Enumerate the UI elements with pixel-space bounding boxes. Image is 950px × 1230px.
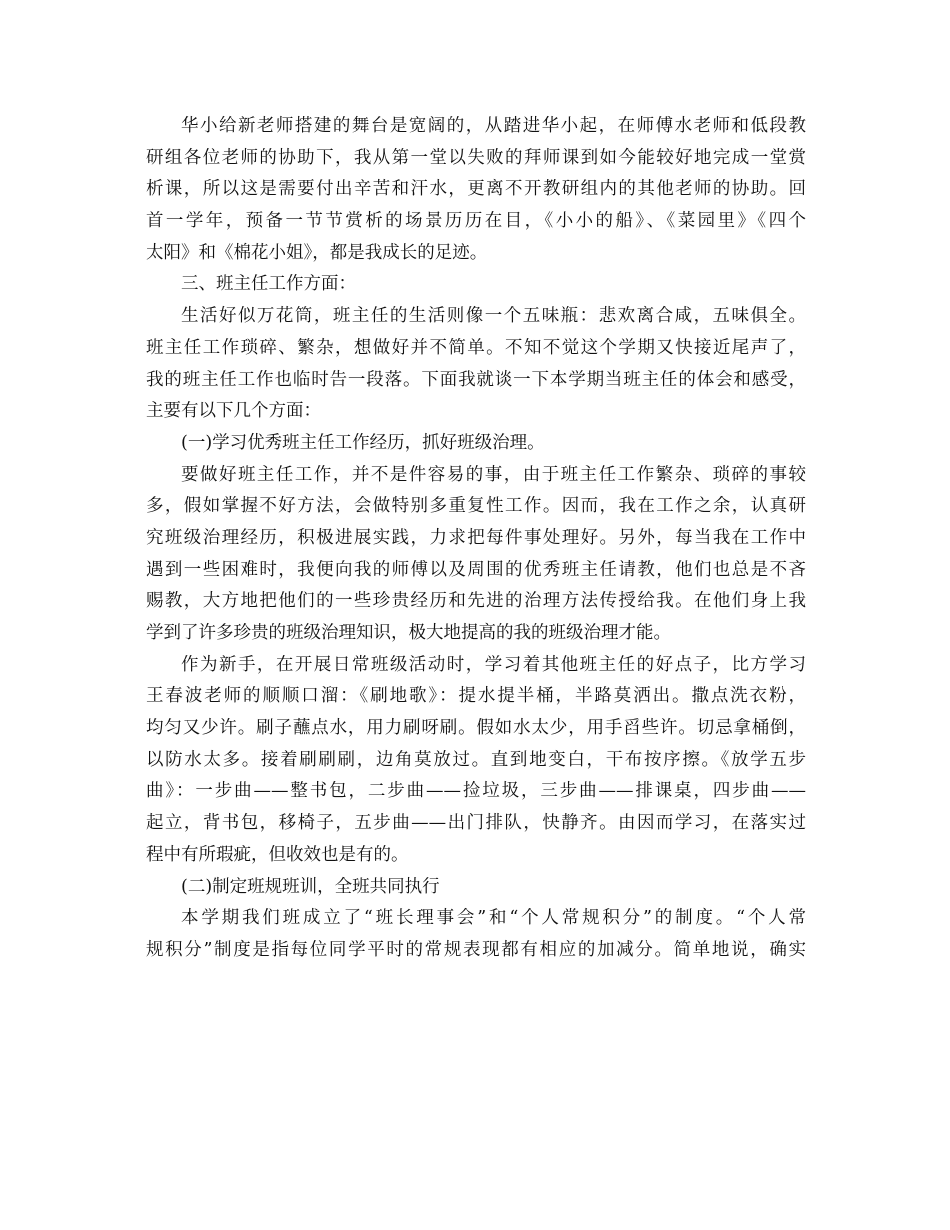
text-line: 赐教，大方地把他们的一些珍贵经历和先进的治理方法传授给我。在他们身上我	[146, 591, 806, 612]
text-line: 王春波老师的顺顺口溜：《刷地歌》：提水提半桶，半路莫洒出。撒点洗衣粉，	[146, 686, 806, 707]
text-line: 班主任工作琐碎、繁杂，想做好并不简单。不知不觉这个学期又快接近尾声了，	[146, 337, 806, 358]
text-line: 作为新手，在开展日常班级活动时，学习着其他班主任的好点子，比方学习	[181, 654, 806, 675]
text-line: 多，假如掌握不好方法，会做特别多重复性工作。因而，我在工作之余，认真研	[146, 496, 806, 517]
text-line: (二)制定班规班训，全班共同执行	[181, 876, 440, 897]
text-line: 太阳》和《棉花小姐》，都是我成长的足迹。	[146, 242, 488, 263]
text-line: 首一学年，预备一节节赏析的场景历历在目，《小小的船》、《菜园里》《四个	[146, 211, 806, 232]
text-line: 均匀又少许。刷子蘸点水，用力刷呀刷。假如水太少，用手舀些许。切忌拿桶倒，	[146, 718, 806, 739]
text-line: 本学期我们班成立了“班长理事会”和“个人常规积分”的制度。“个人常	[181, 908, 806, 929]
text-line: 曲》：一步曲——整书包，二步曲——捡垃圾，三步曲——排课桌，四步曲——	[146, 781, 806, 802]
text-line: 析课，所以这是需要付出辛苦和汗水，更离不开教研组内的其他老师的协助。回	[146, 179, 806, 200]
text-line: 程中有所瑕疵，但收效也是有的。	[146, 844, 409, 865]
text-line: 起立，背书包，移椅子，五步曲——出门排队，快静齐。由因而学习，在落实过	[146, 813, 806, 834]
text-line: (一)学习优秀班主任工作经历，抓好班级治理。	[181, 432, 545, 453]
text-line: 遇到一些困难时，我便向我的师傅以及周围的优秀班主任请教，他们也总是不吝	[146, 559, 806, 580]
text-line: 生活好似万花筒，班主任的生活则像一个五味瓶：悲欢离合咸，五味俱全。	[181, 306, 806, 327]
text-line: 规积分”制度是指每位同学平时的常规表现都有相应的加减分。简单地说，确实	[146, 939, 806, 960]
text-line: 华小给新老师搭建的舞台是宽阔的，从踏进华小起，在师傅水老师和低段教	[181, 116, 806, 136]
text-line: 要做好班主任工作，并不是件容易的事，由于班主任工作繁杂、琐碎的事较	[181, 464, 806, 485]
text-line: 研组各位老师的协助下，我从第一堂以失败的拜师课到如今能较好地完成一堂赏	[146, 147, 806, 168]
text-line: 学到了许多珍贵的班级治理知识，极大地提高的我的班级治理才能。	[146, 623, 671, 643]
text-line: 以防水太多。接着刷刷刷，边角莫放过。直到地变白，干布按序擦。《放学五步	[146, 749, 806, 770]
text-line: 我的班主任工作也临时告一段落。下面我就谈一下本学期当班主任的体会和感受，	[146, 369, 806, 390]
text-line: 主要有以下几个方面：	[146, 401, 321, 422]
document-body	[146, 111, 806, 967]
text-line: 三、班主任工作方面：	[181, 274, 356, 295]
text-line: 究班级治理经历，积极进展实践，力求把每件事处理好。另外，每当我在工作中	[146, 527, 806, 548]
